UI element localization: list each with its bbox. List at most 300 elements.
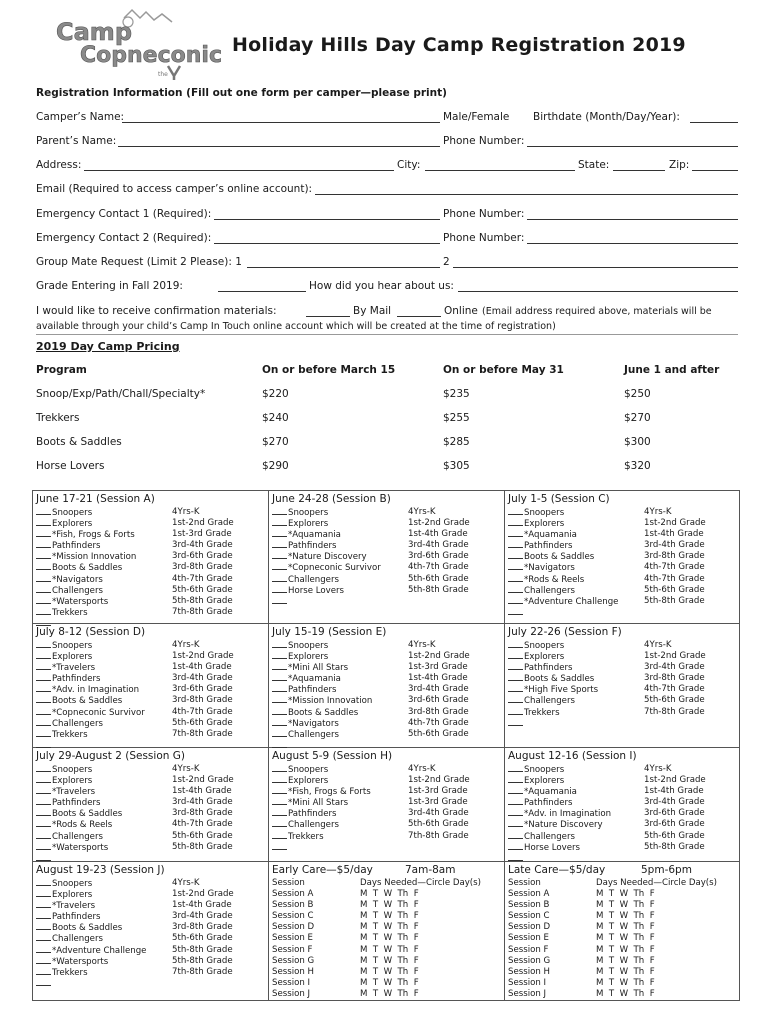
program-row[interactable] <box>36 673 256 684</box>
program-checkbox[interactable] <box>272 786 287 794</box>
program-row[interactable] <box>272 540 492 551</box>
program-checkbox[interactable] <box>272 651 287 659</box>
program-row[interactable] <box>508 651 728 662</box>
program-checkbox[interactable] <box>272 596 287 604</box>
program-row[interactable] <box>272 562 492 573</box>
program-row[interactable] <box>36 911 256 922</box>
program-checkbox[interactable] <box>508 551 523 559</box>
program-row[interactable] <box>272 775 492 786</box>
program-row[interactable] <box>36 808 256 819</box>
program-checkbox[interactable] <box>508 831 523 839</box>
program-row[interactable] <box>36 695 256 706</box>
care-row[interactable] <box>272 922 492 933</box>
care-days[interactable]: M T W Th F <box>360 889 419 900</box>
program-checkbox[interactable] <box>272 808 287 816</box>
care-session: Session H <box>508 966 550 977</box>
program-row[interactable] <box>508 684 728 695</box>
program-name: *Aquamania <box>272 673 341 685</box>
session-box <box>33 748 269 862</box>
program-checkbox[interactable] <box>36 518 51 526</box>
program-row[interactable] <box>36 662 256 673</box>
program-checkbox[interactable] <box>36 900 51 908</box>
program-row[interactable] <box>508 808 728 819</box>
program-row[interactable] <box>36 651 256 662</box>
program-checkbox[interactable] <box>36 956 51 964</box>
program-row[interactable] <box>272 518 492 529</box>
birthdate-field[interactable] <box>690 122 738 123</box>
program-checkbox[interactable] <box>508 819 523 827</box>
care-row[interactable] <box>272 989 492 1000</box>
program-checkbox[interactable] <box>272 507 287 515</box>
program-checkbox[interactable] <box>272 684 287 692</box>
program-checkbox[interactable] <box>508 574 523 582</box>
program-checkbox[interactable] <box>36 695 51 703</box>
grade-fall-field[interactable] <box>218 291 306 292</box>
program-name: *Adventure Challenge <box>508 596 618 608</box>
program-row[interactable] <box>272 797 492 808</box>
care-days[interactable]: M T W Th F <box>360 966 419 977</box>
program-checkbox[interactable] <box>36 707 51 715</box>
program-name: Challengers <box>508 831 575 843</box>
program-row[interactable] <box>272 786 492 797</box>
program-checkbox[interactable] <box>508 540 523 548</box>
program-row[interactable] <box>272 673 492 684</box>
program-row[interactable] <box>36 819 256 830</box>
program-row[interactable] <box>272 574 492 585</box>
program-checkbox[interactable] <box>36 729 51 737</box>
camper-name-field[interactable] <box>122 122 440 123</box>
program-checkbox[interactable] <box>508 507 523 515</box>
program-checkbox[interactable] <box>272 797 287 805</box>
program-checkbox[interactable] <box>508 673 523 681</box>
care-days[interactable]: M T W Th F <box>360 977 419 988</box>
program-checkbox[interactable] <box>508 607 523 615</box>
care-days[interactable]: M T W Th F <box>596 933 655 944</box>
program-checkbox[interactable] <box>36 574 51 582</box>
program-name: *Adv. in Imagination <box>508 808 611 820</box>
program-checkbox[interactable] <box>36 878 51 886</box>
program-name: Pathfinders <box>272 540 337 552</box>
group-mate-1-field[interactable] <box>247 267 440 268</box>
program-row[interactable] <box>508 518 728 529</box>
program-grade: 1st-2nd Grade <box>172 889 234 900</box>
emergency2-label: Emergency Contact 2 (Required): <box>36 232 212 244</box>
program-row[interactable] <box>508 662 728 673</box>
program-row[interactable] <box>36 507 256 518</box>
care-row[interactable] <box>508 911 728 922</box>
program-blank-row[interactable] <box>508 718 728 729</box>
program-checkbox[interactable] <box>36 562 51 570</box>
program-checkbox[interactable] <box>272 842 287 850</box>
program-checkbox[interactable] <box>272 529 287 537</box>
program-row[interactable] <box>508 673 728 684</box>
program-checkbox[interactable] <box>36 797 51 805</box>
program-checkbox[interactable] <box>508 662 523 670</box>
program-grade: 4th-7th Grade <box>172 706 233 717</box>
program-checkbox[interactable] <box>36 922 51 930</box>
session-title: August 12-16 (Session I) <box>508 750 637 762</box>
program-checkbox[interactable] <box>508 718 523 726</box>
pricing-col-march: On or before March 15 <box>262 364 396 376</box>
program-row[interactable] <box>36 831 256 842</box>
program-row[interactable] <box>36 878 256 889</box>
care-session: Session B <box>272 900 314 911</box>
program-grade: 1st-2nd Grade <box>172 651 234 662</box>
care-days[interactable]: M T W Th F <box>596 988 655 999</box>
program-checkbox[interactable] <box>36 640 51 648</box>
program-row[interactable] <box>36 842 256 853</box>
program-row[interactable] <box>36 562 256 573</box>
program-checkbox[interactable] <box>36 945 51 953</box>
program-checkbox[interactable] <box>272 819 287 827</box>
program-row[interactable] <box>508 529 728 540</box>
camper-name-label: Camper’s Name: <box>36 111 125 123</box>
program-checkbox[interactable] <box>508 695 523 703</box>
program-row[interactable] <box>508 842 728 853</box>
care-days[interactable]: M T W Th F <box>360 922 419 933</box>
program-checkbox[interactable] <box>272 729 287 737</box>
logo-tag: the <box>158 71 168 78</box>
city-field[interactable] <box>425 170 575 171</box>
program-row[interactable] <box>36 518 256 529</box>
program-checkbox[interactable] <box>508 596 523 604</box>
emergency2-phone-label: Phone Number: <box>443 232 525 244</box>
program-row[interactable] <box>36 956 256 967</box>
program-row[interactable] <box>508 707 728 718</box>
care-days[interactable]: M T W Th F <box>360 933 419 944</box>
care-days[interactable]: M T W Th F <box>360 988 419 999</box>
program-checkbox[interactable] <box>508 707 523 715</box>
program-checkbox[interactable] <box>272 695 287 703</box>
program-row[interactable] <box>508 640 728 651</box>
program-row[interactable] <box>36 707 256 718</box>
program-name: *Aquamania <box>272 529 341 541</box>
care-days[interactable]: M T W Th F <box>596 944 655 955</box>
program-checkbox[interactable] <box>272 562 287 570</box>
program-row[interactable] <box>36 718 256 729</box>
program-row[interactable] <box>508 695 728 706</box>
program-row[interactable] <box>508 540 728 551</box>
program-checkbox[interactable] <box>36 911 51 919</box>
program-row[interactable] <box>36 945 256 956</box>
program-checkbox[interactable] <box>36 831 51 839</box>
program-checkbox[interactable] <box>272 740 287 748</box>
care-session: Session H <box>272 966 314 977</box>
program-checkbox[interactable] <box>508 842 523 850</box>
program-row[interactable] <box>36 922 256 933</box>
program-row[interactable] <box>36 786 256 797</box>
program-checkbox[interactable] <box>36 786 51 794</box>
care-row[interactable] <box>508 989 728 1000</box>
care-row[interactable] <box>508 956 728 967</box>
care-row[interactable] <box>272 900 492 911</box>
program-checkbox[interactable] <box>508 786 523 794</box>
program-grade: 4th-7th Grade <box>644 573 705 584</box>
care-days[interactable]: M T W Th F <box>596 966 655 977</box>
care-days[interactable]: M T W Th F <box>360 911 419 922</box>
care-row[interactable] <box>272 967 492 978</box>
program-checkbox[interactable] <box>36 507 51 515</box>
program-row[interactable] <box>36 585 256 596</box>
zip-field[interactable] <box>692 170 738 171</box>
program-checkbox[interactable] <box>36 662 51 670</box>
care-days[interactable]: M T W Th F <box>596 889 655 900</box>
care-days[interactable]: M T W Th F <box>360 900 419 911</box>
program-name: Snoopers <box>508 507 564 519</box>
program-row[interactable] <box>508 574 728 585</box>
care-days[interactable]: M T W Th F <box>360 944 419 955</box>
divider <box>36 334 738 335</box>
program-name: Explorers <box>272 775 328 787</box>
care-row[interactable] <box>508 922 728 933</box>
care-row[interactable] <box>508 978 728 989</box>
program-checkbox[interactable] <box>36 596 51 604</box>
care-days[interactable]: M T W Th F <box>596 911 655 922</box>
program-row[interactable] <box>36 607 256 618</box>
program-row[interactable] <box>272 651 492 662</box>
program-checkbox[interactable] <box>272 764 287 772</box>
program-name: *Mini All Stars <box>272 662 348 674</box>
program-row[interactable] <box>272 684 492 695</box>
program-name: Pathfinders <box>36 797 101 809</box>
program-grade: 5th-8th Grade <box>644 841 705 852</box>
program-checkbox[interactable] <box>508 775 523 783</box>
care-row[interactable] <box>508 933 728 944</box>
care-row[interactable] <box>272 945 492 956</box>
program-row[interactable] <box>272 662 492 673</box>
program-checkbox[interactable] <box>36 978 51 986</box>
program-row[interactable] <box>36 797 256 808</box>
program-checkbox[interactable] <box>272 707 287 715</box>
address-field[interactable] <box>84 170 394 171</box>
program-blank-row[interactable] <box>36 978 256 989</box>
program-row[interactable] <box>272 507 492 518</box>
city-label: City: <box>397 159 421 171</box>
program-checkbox[interactable] <box>508 684 523 692</box>
program-row[interactable] <box>272 585 492 596</box>
care-days[interactable]: M T W Th F <box>596 955 655 966</box>
program-name: *Rods & Reels <box>36 819 112 831</box>
program-row[interactable] <box>508 507 728 518</box>
program-checkbox[interactable] <box>508 808 523 816</box>
program-checkbox[interactable] <box>272 673 287 681</box>
program-row[interactable] <box>272 551 492 562</box>
emergency1-phone-field[interactable] <box>527 219 738 220</box>
program-row[interactable] <box>36 574 256 585</box>
program-name: Challengers <box>36 831 103 843</box>
program-row[interactable] <box>36 551 256 562</box>
by-mail-field[interactable] <box>306 316 350 317</box>
online-field[interactable] <box>397 316 441 317</box>
program-row[interactable] <box>36 529 256 540</box>
parent-name-field[interactable] <box>118 146 440 147</box>
program-row[interactable] <box>36 900 256 911</box>
program-name: *Mission Innovation <box>272 695 372 707</box>
program-grade: 3rd-4th Grade <box>644 797 705 808</box>
pricing-price: $300 <box>624 436 651 448</box>
session-title: June 24-28 (Session B) <box>272 493 391 505</box>
program-checkbox[interactable] <box>508 797 523 805</box>
session-title: July 22-26 (Session F) <box>508 626 622 638</box>
program-name: Snoopers <box>36 507 92 519</box>
program-row[interactable] <box>36 540 256 551</box>
program-grade: 3rd-4th Grade <box>408 684 469 695</box>
program-row[interactable] <box>508 831 728 842</box>
care-days[interactable]: M T W Th F <box>596 977 655 988</box>
program-name: *Copneconic Survivor <box>272 562 381 574</box>
hear-about-field[interactable] <box>458 291 738 292</box>
program-checkbox[interactable] <box>36 529 51 537</box>
program-checkbox[interactable] <box>272 831 287 839</box>
care-row[interactable] <box>508 945 728 956</box>
program-row[interactable] <box>508 786 728 797</box>
program-checkbox[interactable] <box>508 518 523 526</box>
session-box <box>269 624 505 748</box>
program-checkbox[interactable] <box>272 540 287 548</box>
program-row[interactable] <box>272 729 492 740</box>
phone-number-label: Phone Number: <box>443 135 525 147</box>
program-checkbox[interactable] <box>36 808 51 816</box>
hear-about-label: How did you hear about us: <box>309 280 454 292</box>
program-grade: 1st-4th Grade <box>644 529 704 540</box>
program-checkbox[interactable] <box>36 889 51 897</box>
program-row[interactable] <box>272 707 492 718</box>
program-row[interactable] <box>36 933 256 944</box>
program-checkbox[interactable] <box>508 651 523 659</box>
program-checkbox[interactable] <box>36 764 51 772</box>
program-checkbox[interactable] <box>508 562 523 570</box>
program-grade: 3rd-8th Grade <box>172 808 233 819</box>
program-checkbox[interactable] <box>272 775 287 783</box>
program-checkbox[interactable] <box>36 967 51 975</box>
program-row[interactable] <box>272 640 492 651</box>
program-checkbox[interactable] <box>508 529 523 537</box>
confirm-label: I would like to receive confirmation materials: <box>36 305 277 317</box>
program-name: *Adventure Challenge <box>36 945 146 957</box>
program-row[interactable] <box>272 695 492 706</box>
pricing-program: Snoop/Exp/Path/Chall/Specialty* <box>36 388 206 400</box>
program-checkbox[interactable] <box>36 842 51 850</box>
program-checkbox[interactable] <box>508 764 523 772</box>
program-checkbox[interactable] <box>36 551 51 559</box>
program-checkbox[interactable] <box>36 585 51 593</box>
care-days[interactable]: M T W Th F <box>360 955 419 966</box>
program-name: Explorers <box>36 518 92 530</box>
program-row[interactable] <box>36 684 256 695</box>
program-checkbox[interactable] <box>36 819 51 827</box>
state-field[interactable] <box>613 170 665 171</box>
program-checkbox[interactable] <box>36 651 51 659</box>
program-row[interactable] <box>508 797 728 808</box>
care-row[interactable] <box>508 967 728 978</box>
program-checkbox[interactable] <box>36 540 51 548</box>
emergency2-phone-field[interactable] <box>527 243 738 244</box>
program-checkbox[interactable] <box>272 574 287 582</box>
pricing-col-program: Program <box>36 364 87 376</box>
program-checkbox[interactable] <box>272 640 287 648</box>
program-row[interactable] <box>508 596 728 607</box>
program-checkbox[interactable] <box>272 718 287 726</box>
program-checkbox[interactable] <box>272 551 287 559</box>
program-row[interactable] <box>508 585 728 596</box>
program-checkbox[interactable] <box>36 718 51 726</box>
program-checkbox[interactable] <box>36 853 51 861</box>
program-checkbox[interactable] <box>272 662 287 670</box>
program-checkbox[interactable] <box>36 740 51 748</box>
program-row[interactable] <box>36 775 256 786</box>
program-checkbox[interactable] <box>36 775 51 783</box>
program-blank-row[interactable] <box>272 842 492 853</box>
care-days[interactable]: M T W Th F <box>596 900 655 911</box>
program-row[interactable] <box>508 775 728 786</box>
care-session: Session C <box>508 911 550 922</box>
program-row[interactable] <box>508 551 728 562</box>
pricing-col-june: June 1 and after <box>624 364 720 376</box>
program-checkbox[interactable] <box>36 673 51 681</box>
program-grade: 4th-7th Grade <box>408 717 469 728</box>
group-mate-2-field[interactable] <box>453 267 738 268</box>
emergency1-field[interactable] <box>214 219 440 220</box>
care-row[interactable] <box>508 900 728 911</box>
email-field[interactable] <box>315 194 738 195</box>
program-checkbox[interactable] <box>508 585 523 593</box>
program-row[interactable] <box>36 596 256 607</box>
program-checkbox[interactable] <box>508 640 523 648</box>
program-row[interactable] <box>508 819 728 830</box>
program-checkbox[interactable] <box>508 853 523 861</box>
care-days[interactable]: M T W Th F <box>596 922 655 933</box>
program-name: Challengers <box>272 574 339 586</box>
program-row[interactable] <box>272 764 492 775</box>
program-row[interactable] <box>36 640 256 651</box>
email-label: Email (Required to access camper’s online account): <box>36 183 313 195</box>
care-row[interactable] <box>508 889 728 900</box>
program-row[interactable] <box>272 819 492 830</box>
program-grade: 5th-6th Grade <box>408 573 469 584</box>
care-row[interactable] <box>272 889 492 900</box>
care-row[interactable] <box>272 911 492 922</box>
program-grade: 3rd-4th Grade <box>172 797 233 808</box>
program-checkbox[interactable] <box>36 607 51 615</box>
program-name: Snoopers <box>36 640 92 652</box>
program-row[interactable] <box>508 562 728 573</box>
program-checkbox[interactable] <box>272 585 287 593</box>
care-row[interactable] <box>272 933 492 944</box>
program-name: *Aquamania <box>508 786 577 798</box>
program-row[interactable] <box>36 967 256 978</box>
phone-number-field[interactable] <box>527 146 738 147</box>
program-row[interactable] <box>272 718 492 729</box>
program-name: *Copneconic Survivor <box>36 707 145 719</box>
care-row[interactable] <box>272 978 492 989</box>
care-row[interactable] <box>272 956 492 967</box>
program-checkbox[interactable] <box>36 684 51 692</box>
program-row[interactable] <box>272 831 492 842</box>
program-row[interactable] <box>272 529 492 540</box>
program-checkbox[interactable] <box>36 933 51 941</box>
program-row[interactable] <box>36 729 256 740</box>
program-row[interactable] <box>508 764 728 775</box>
program-blank-row[interactable] <box>508 607 728 618</box>
pricing-col-may: On or before May 31 <box>443 364 564 376</box>
program-row[interactable] <box>36 889 256 900</box>
program-name: Trekkers <box>508 707 560 719</box>
program-checkbox[interactable] <box>272 518 287 526</box>
program-row[interactable] <box>272 808 492 819</box>
program-row[interactable] <box>36 764 256 775</box>
program-blank-row[interactable] <box>272 596 492 607</box>
emergency2-field[interactable] <box>214 243 440 244</box>
